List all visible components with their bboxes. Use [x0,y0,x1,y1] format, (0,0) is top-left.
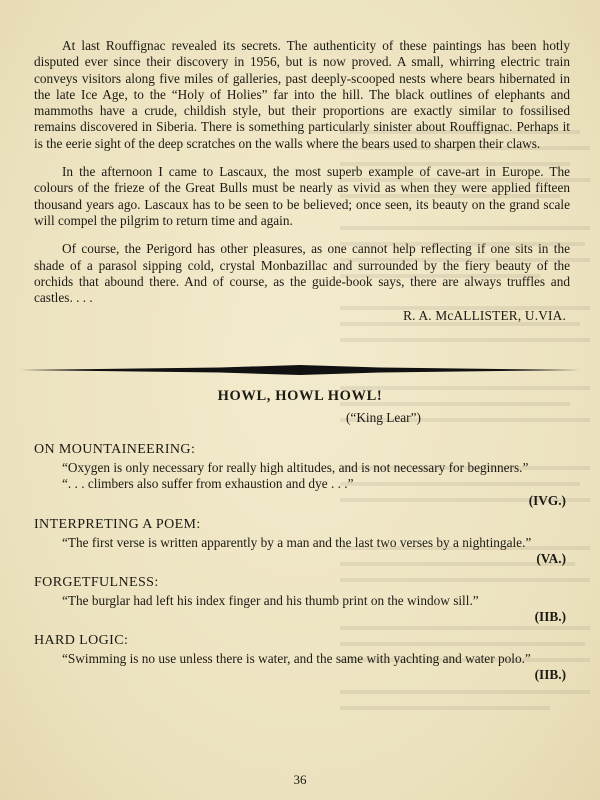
article-paragraph-1: At last Rouffignac revealed its secrets. The authenticity of these paintings has been hotly disputed ever since their discovery in 1956, but is now proved. A small, whirring electric train conveys visitors along five miles of galleries, past deeply-scooped nests where bears hibernated in the late Ice Age, to the “Holy of Holies” far into the hill. The black outlines of elephants and mammoths have a crude, childish style, but their proportions are exactly similar to fossilised remains discovered in Siberia. There is something particularly sinister about Rouffignac. Perhaps it is the eerie sight of the deep scratches on the walls where the bears used to sharpen their claws. [34,38,570,151]
section-heading: FORGETFULNESS: [34,574,159,590]
section-attribution: (VA.) [536,550,566,566]
section-quote: “Oxygen is only necessary for really high altitudes, and is not necessary for beginners.” [62,460,529,475]
section-quote: “Swimming is no use unless there is water, and the same with yachting and water polo.” [62,651,531,667]
section-interpreting-poem [34,517,570,567]
author-signature: R. A. McALLISTER, U.VIA. [403,308,566,324]
section-attribution: (IIB.) [534,609,566,625]
section-heading: ON MOUNTAINEERING: [34,442,196,457]
section-forgetfulness [34,575,570,625]
section-quote: “The burglar had left his index finger and his thumb print on the window sill.” [62,592,479,608]
howl-subtitle: (“King Lear”) [346,410,421,425]
section-mountaineering [34,442,570,509]
howl-title: HOWL, HOWL HOWL! [217,388,383,404]
section-attribution: (IVG.) [528,492,566,508]
section-attribution: (IIB.) [534,667,566,683]
section-heading: INTERPRETING A POEM: [34,516,201,532]
section-hard-logic [34,633,570,683]
section-quote: “. . . climbers also suffer from exhaustion and dye . . .” [62,476,354,492]
article [34,38,570,324]
page-number: 36 [293,772,307,787]
howl-header [0,388,600,425]
article-paragraph-2: In the afternoon I came to Lascaux, the most superb example of cave-art in Europe. The colours of the frieze of the Great Bulls must be nearly as vivid as when they were applied fifteen thousand years ago. Lascaux has to be seen to be believed; once seen, its beauty on the grand scale will compel the pilgrim to return time and again. [34,164,570,228]
howlers-list [34,442,570,691]
section-heading: HARD LOGIC: [34,633,129,649]
article-paragraph-3: Of course, the Perigord has other pleasures, as one cannot help reflecting if one sits in the shade of a parasol sipping cold, crystal Monbazillac and surrounded by the fiery beauty of the orchids that abound there. And of course, as the guide-book says, there are always truffles and castles. . . . [34,241,570,306]
section-divider [20,365,580,375]
section-quote: “The first verse is written apparently by a man and the last two verses by a nightingale.” [62,534,532,550]
